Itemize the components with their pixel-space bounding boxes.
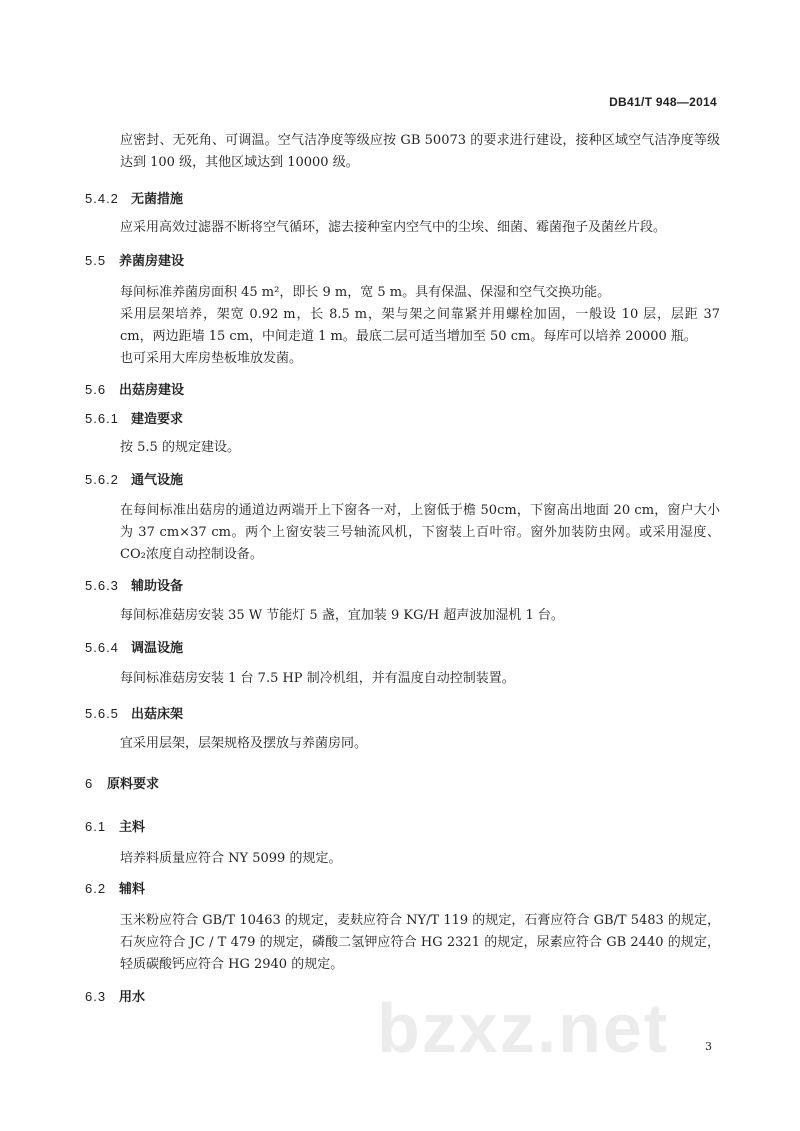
section-number: 6.3 xyxy=(85,989,107,1004)
section-heading-5-5 xyxy=(85,250,184,272)
section-heading-5-6-4 xyxy=(85,637,183,659)
section-heading-5-6-5 xyxy=(85,703,183,725)
section-number: 6.1 xyxy=(85,819,107,834)
section-heading-6 xyxy=(85,773,159,795)
section-title: 调温设施 xyxy=(131,640,184,655)
watermark: bzxz.net xyxy=(377,989,670,1067)
section-title: 通气设施 xyxy=(131,472,184,487)
section-heading-5-6-3 xyxy=(85,575,183,597)
paragraph: 宜采用层架，层架规格及摆放与养菌房同。 xyxy=(120,736,368,751)
section-title: 无菌措施 xyxy=(131,191,184,206)
section-number: 5.6.2 xyxy=(85,472,119,487)
section-heading-6-2 xyxy=(85,878,145,900)
section-heading-5-6 xyxy=(85,379,184,401)
paragraph: 应密封、无死角、可调温。空气洁净度等级应按 GB 50073 的要求进行建设，接种区域空气洁净度等级达到 100 级，其他区域达到 10000 级。 xyxy=(120,133,720,170)
section-number: 5.6.5 xyxy=(85,706,119,721)
paragraph: 按 5.5 的规定建设。 xyxy=(120,440,240,455)
section-heading-5-6-2 xyxy=(85,469,183,491)
paragraph: 应采用高效过滤器不断将空气循环，滤去接种室内空气中的尘埃、细菌、霉菌孢子及菌丝片段。 xyxy=(120,220,667,235)
paragraph: 每间标准菇房安装 35 W 节能灯 5 盏，宜加装 9 KG/H 超声波加湿机 1 台。 xyxy=(120,608,564,623)
section-heading-6-3 xyxy=(85,986,145,1008)
section-number: 5.6.3 xyxy=(85,578,119,593)
paragraph: 玉米粉应符合 GB/T 10463 的规定，麦麸应符合 NY/T 119 的规定，石膏应符合 GB/T 5483 的规定，石灰应符合 JC / T 479 的规定，磷酸二氢钾应符合 HG 2321 的规定，尿素应符合 GB 2440 的规定，轻质碳酸钙应符合 HG 2940 的规定。 xyxy=(120,913,720,972)
section-number: 5.6 xyxy=(85,382,107,397)
section-heading-6-1 xyxy=(85,816,145,838)
standard-code: DB41/T 948—2014 xyxy=(609,95,717,109)
section-title: 辅助设备 xyxy=(131,578,184,593)
section-heading-5-6-1 xyxy=(85,408,183,430)
section-number: 6 xyxy=(85,776,94,791)
paragraph: 在每间标准出菇房的通道边两端开上下窗各一对，上窗低于檐 50cm，下窗高出地面 20 cm，窗户大小为 37 cm×37 cm。两个上窗安装三号轴流风机，下窗装上百叶帘。窗外加装防虫网。或采用湿度、CO₂浓度自动控制设备。 xyxy=(120,503,720,562)
section-number: 6.2 xyxy=(85,881,107,896)
section-title: 出菇房建设 xyxy=(119,382,185,397)
section-heading-5-4-2 xyxy=(85,188,183,210)
section-title: 出菇床架 xyxy=(131,706,184,721)
section-title: 用水 xyxy=(119,989,146,1004)
paragraph: 采用层架培养，架宽 0.92 m，长 8.5 m，架与架之间靠紧并用螺栓加固，一般设 10 层，层距 37 cm，两边距墙 15 cm，中间走道 1 m。最底二层可适当增加至 50 cm。每库可以培养 20000 瓶。 xyxy=(120,307,720,344)
paragraph: 培养料质量应符合 NY 5099 的规定。 xyxy=(120,851,342,866)
section-number: 5.5 xyxy=(85,253,107,268)
paragraph: 也可采用大库房垫板堆放发菌。 xyxy=(120,351,303,366)
section-number: 5.6.4 xyxy=(85,640,119,655)
section-title: 建造要求 xyxy=(131,411,184,426)
paragraph: 每间标准菇房安装 1 台 7.5 HP 制冷机组，并有温度自动控制装置。 xyxy=(120,671,515,686)
paragraph: 每间标准养菌房面积 45 m²，即长 9 m，宽 5 m。具有保温、保湿和空气交换功能。 xyxy=(120,285,611,300)
section-title: 原料要求 xyxy=(107,776,160,791)
section-number: 5.4.2 xyxy=(85,191,119,206)
section-title: 养菌房建设 xyxy=(119,253,185,268)
section-number: 5.6.1 xyxy=(85,411,119,426)
section-title: 辅料 xyxy=(119,881,146,896)
section-title: 主料 xyxy=(119,819,146,834)
page-number: 3 xyxy=(705,1040,712,1053)
